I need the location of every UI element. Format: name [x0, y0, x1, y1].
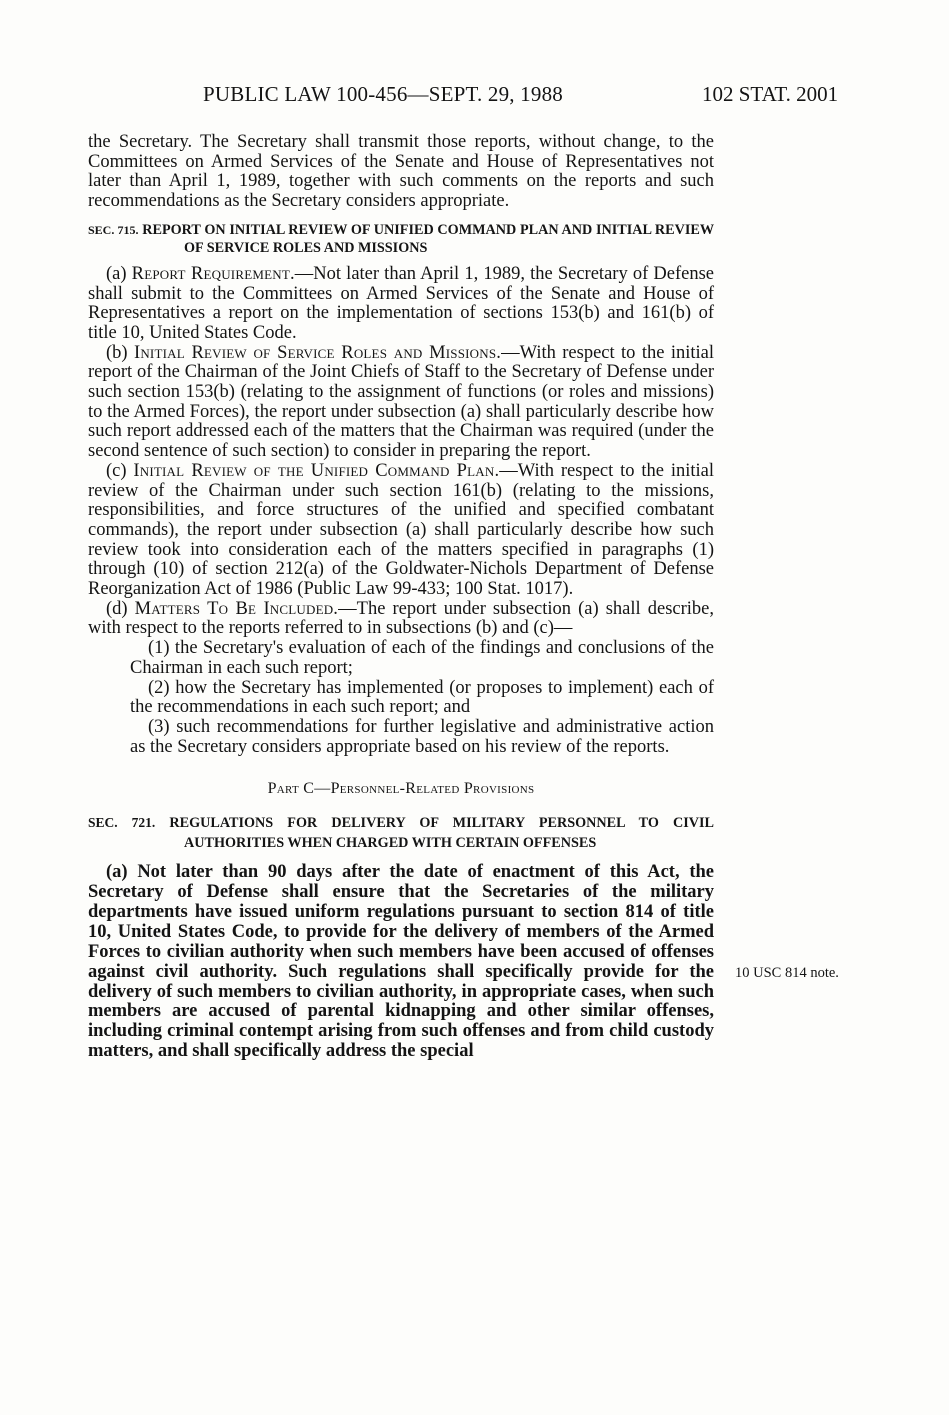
- subsection-c: [88, 462, 714, 600]
- body-text: [88, 133, 714, 1062]
- subsection-b-heading: Initial Review of Service Roles and Missions.: [133, 342, 502, 363]
- subsection-c-text: —With respect to the initial review of the Chairman under such section 161(b) (relating to the missions, responsibilities, and force structures of the unified and specified combatant commands), the report under subsection (a) shall particularly describe how such review took into consideration each of the matters specified in paragraphs (1) through (10) of section 212(a) of the Goldwater-Nichols Department of Defense Reorganization Act of 1986 (Public Law 99-433; 100 Stat. 1017).: [88, 460, 714, 600]
- part-c-heading: Part C—Personnel-Related Provisions: [267, 780, 535, 798]
- subsection-a-heading: Report Requirement.: [131, 263, 295, 284]
- paragraph-3: (3) such recommendations for further legislative and administrative action as the Secretary considers appropriate based on his review of the reports.: [130, 716, 714, 757]
- subsection-c-label: (c): [106, 460, 134, 481]
- subsection-d-heading: Matters To Be Included.: [134, 598, 339, 619]
- section-715-number: SEC. 715.: [88, 222, 139, 237]
- section-721-subsection-a: (a) Not later than 90 days after the date of enactment of this Act, the Secretary of Defense shall ensure that the Secretaries of the military departments have issued uniform regulations pursuant to section 814 of title 10, United States Code, to provide for the delivery of members of the Armed Forces to civilian authority when such members have been accused of offenses against civil authority. Such regulations shall specifically provide for the delivery of such members to civilian authority, in appropriate cases, when such members are accused of parental kidnapping and other similar offenses, including criminal contempt arising from such offenses and from child custody matters, and shall specifically address the special: [88, 862, 714, 1062]
- subsection-a: [88, 265, 714, 344]
- section-721-number: SEC. 721.: [88, 815, 156, 831]
- running-header-page: 102 STAT. 2001: [702, 82, 839, 106]
- paragraph-2: (2) how the Secretary has implemented (or proposes to implement) each of the recommendations in each such report; and: [130, 677, 714, 718]
- section-721-heading: [88, 813, 714, 853]
- subsection-b-text: —With respect to the initial report of the Chairman of the Joint Chiefs of Staff to the Secretary of Defense under such section 153(b) (relating to the assignment of functions (or roles and missions) to the Armed Forces), the report under subsection (a) shall particularly describe how such report addressed each of the matters that the Chairman was required (under the second sentence of such section) to consider in preparing the report.: [88, 342, 714, 462]
- running-header-title: PUBLIC LAW 100-456—SEPT. 29, 1988: [203, 82, 563, 106]
- subsection-d: [88, 600, 714, 639]
- intro-paragraph: the Secretary. The Secretary shall transmit those reports, without change, to the Committees on Armed Services of the Senate and House of Representatives not later than April 1, 1989, together with such comments on the reports and such recommendations as the Secretary considers appropriate.: [88, 132, 714, 212]
- subsection-b-label: (b): [106, 342, 134, 363]
- section-715-heading: [88, 221, 714, 257]
- subsection-d-text: —The report under subsection (a) shall describe, with respect to the reports referred to in subsections (b) and (c)—: [88, 598, 714, 639]
- section-715-title: REPORT ON INITIAL REVIEW OF UNIFIED COMMAND PLAN AND INITIAL REVIEW OF SERVICE ROLES AND MISSIONS: [142, 221, 715, 256]
- subsection-a-label: (a): [106, 263, 132, 284]
- paragraph-1: (1) the Secretary's evaluation of each of the findings and conclusions of the Chairman in each such report;: [130, 638, 714, 678]
- section-721-title: REGULATIONS FOR DELIVERY OF MILITARY PERSONNEL TO CIVIL AUTHORITIES WHEN CHARGED WITH CERTAIN OFFENSES: [169, 815, 715, 852]
- subsection-c-heading: Initial Review of the Unified Command Plan.: [133, 460, 500, 481]
- subsection-d-label: (d): [106, 598, 135, 619]
- margin-note: 10 USC 814 note.: [735, 965, 839, 981]
- subsection-b: [88, 344, 714, 462]
- subsection-a-text: —Not later than April 1, 1989, the Secretary of Defense shall submit to the Committees on Armed Services of the Senate and House of Representatives a report on the implementation of sections 153(b) and 161(b) of title 10, United States Code.: [88, 263, 714, 343]
